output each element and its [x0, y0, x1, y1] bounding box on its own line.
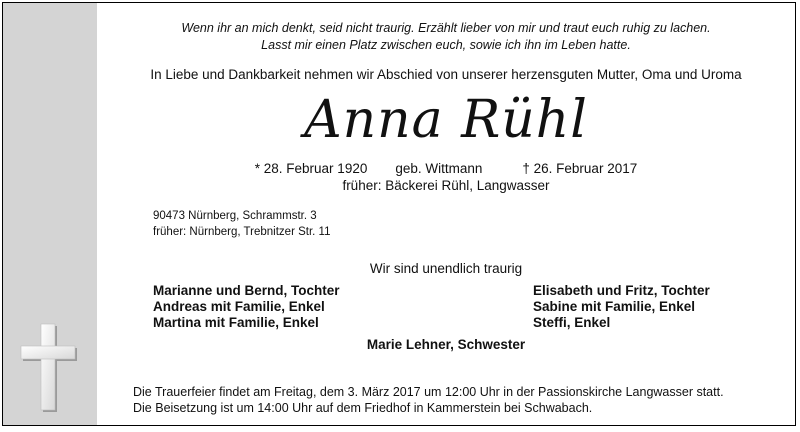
death-date: † 26. Februar 2017: [522, 161, 638, 176]
funeral-info-line: Die Trauerfeier findet am Freitag, dem 3. März 2017 um 12:00 Uhr in der Passionskirche Langwasser statt.: [133, 385, 724, 399]
deceased-name: Anna Rühl: [304, 90, 588, 150]
funeral-info: [133, 384, 724, 416]
address-block: [153, 208, 330, 240]
notice-content: [97, 3, 795, 425]
family-member: Sabine mit Familie, Enkel: [533, 299, 696, 314]
life-dates: [97, 161, 795, 176]
intro-text: In Liebe und Dankbarkeit nehmen wir Abschied von unserer herzensguten Mutter, Oma und Uroma: [150, 67, 742, 82]
address-line: früher: Nürnberg, Trebnitzer Str. 11: [153, 226, 331, 238]
family-member: Martina mit Familie, Enkel: [153, 315, 319, 330]
side-band: [3, 3, 97, 425]
family-member: Andreas mit Familie, Enkel: [153, 299, 325, 314]
quote: [97, 20, 795, 54]
mourning-line: Wir sind unendlich traurig: [369, 261, 523, 276]
family-member: Marianne und Bernd, Tochter: [153, 283, 340, 298]
quote-line: Wenn ihr an mich denkt, seid nicht traurig. Erzählt lieber von mir und traut euch ruhig zu lachen.: [181, 21, 711, 35]
funeral-info-line: Die Beisetzung ist um 14:00 Uhr auf dem Friedhof in Kammerstein bei Schwabach.: [133, 401, 593, 415]
obituary-notice: [2, 2, 796, 426]
family-list-right: [533, 283, 710, 331]
family-member: Elisabeth und Fritz, Tochter: [533, 283, 710, 298]
family-list-left: [153, 283, 340, 331]
family-member: Steffi, Enkel: [533, 315, 611, 330]
address-line: 90473 Nürnberg, Schrammstr. 3: [153, 210, 317, 222]
cross-icon: [19, 322, 79, 412]
sister-line: Marie Lehner, Schwester: [366, 337, 526, 352]
birth-date: * 28. Februar 1920: [254, 161, 368, 176]
quote-line: Lasst mir einen Platz zwischen euch, sowie ich ihn im Leben hatte.: [261, 38, 631, 52]
former-business: früher: Bäckerei Rühl, Langwasser: [342, 178, 550, 193]
maiden-name: geb. Wittmann: [395, 161, 483, 176]
